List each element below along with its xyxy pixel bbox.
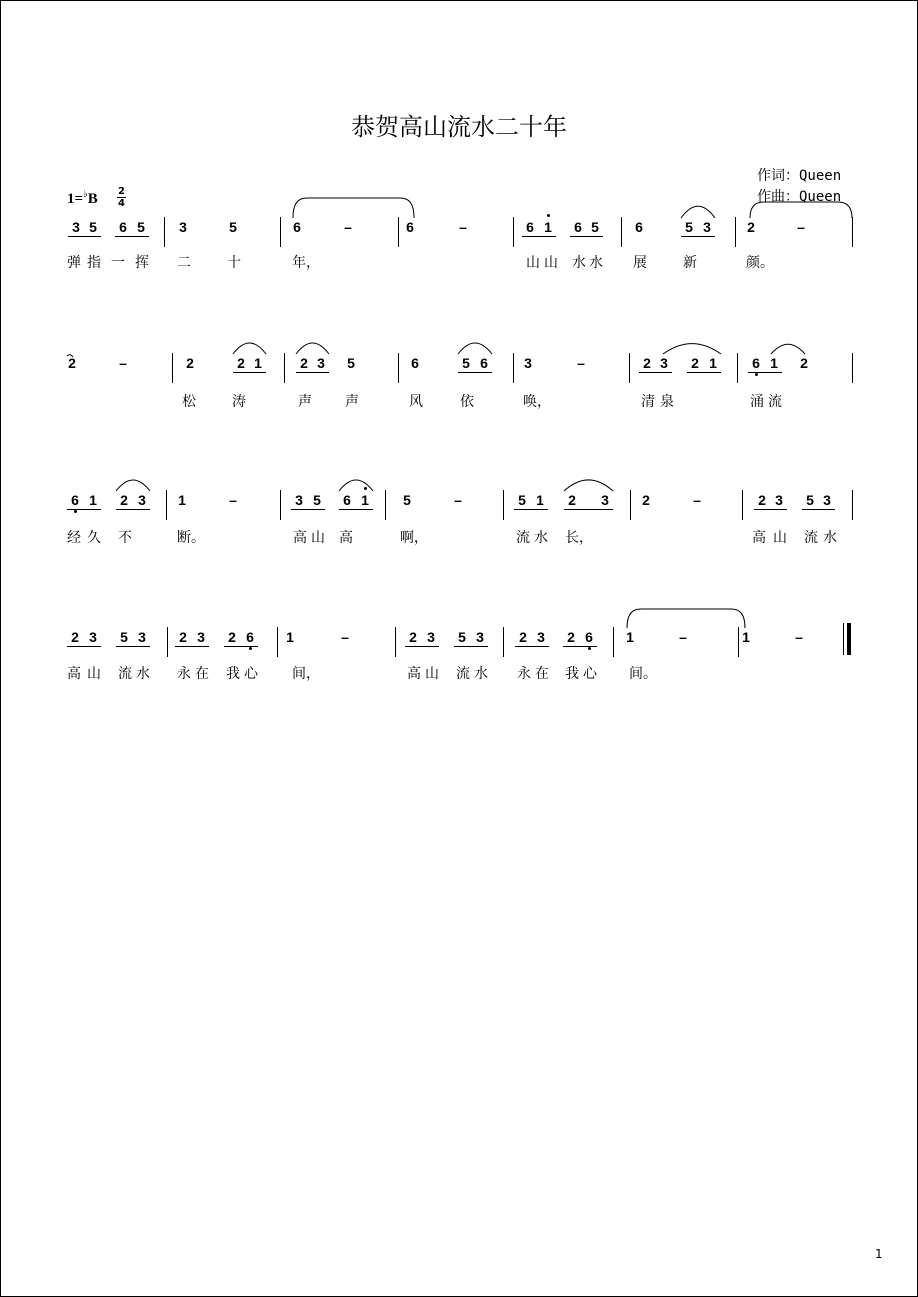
note: 5: [403, 492, 411, 508]
note: 2: [643, 355, 651, 371]
slur-arc: [293, 198, 414, 218]
note: 2: [237, 355, 245, 371]
note: 2: [800, 355, 808, 371]
lyric-syllable: 流: [118, 666, 132, 682]
slur-arc: [233, 343, 266, 354]
note: 2: [519, 629, 527, 645]
lyric-syllable: 在: [535, 666, 549, 682]
note: 5: [137, 219, 145, 235]
note: 3: [197, 629, 205, 645]
note: 2: [747, 219, 755, 235]
lyric-syllable: 山: [87, 666, 101, 682]
flat-icon: ♭: [83, 189, 88, 200]
composer-label: 作曲：: [757, 189, 799, 205]
note: 2: [409, 629, 417, 645]
note: 1: [626, 629, 634, 645]
lyric-syllable: 二: [177, 255, 191, 271]
note: 3: [524, 355, 532, 371]
note: 6: [71, 492, 79, 508]
note: 6: [343, 492, 351, 508]
note: 6: [480, 355, 488, 371]
lyric-syllable: 水: [136, 666, 150, 682]
note: –: [119, 355, 127, 371]
lyric-syllable: 水: [474, 666, 488, 682]
note: 2: [68, 355, 76, 371]
note: –: [577, 355, 585, 371]
note: 5: [685, 219, 693, 235]
note: 6: [411, 355, 419, 371]
lyric-syllable: 新: [683, 255, 697, 271]
lyric-syllable: 水: [534, 530, 548, 546]
slur-arc: [771, 344, 805, 354]
note: 3: [138, 629, 146, 645]
note: –: [459, 219, 467, 235]
lyric-syllable: 水: [589, 255, 603, 271]
lyric-syllable: 山: [544, 255, 558, 271]
note: –: [341, 629, 349, 645]
lyric-syllable: 久: [87, 530, 101, 546]
page-number: 1: [875, 1247, 883, 1261]
lyric-syllable: 一: [111, 255, 125, 271]
lyric-syllable: 高: [752, 530, 766, 546]
note: 2: [71, 629, 79, 645]
note: 3: [317, 355, 325, 371]
composer-name: Queen: [799, 189, 842, 205]
lyric-syllable: 流: [516, 530, 530, 546]
lyric-syllable: 心: [583, 666, 597, 682]
note: 5: [89, 219, 97, 235]
note: –: [693, 492, 701, 508]
note: 6: [293, 219, 301, 235]
lyric-syllable: 流: [456, 666, 470, 682]
note: 1: [178, 492, 186, 508]
lyric-syllable: 涌: [750, 394, 764, 410]
note: 2: [567, 629, 575, 645]
lyric-syllable: 山: [526, 255, 540, 271]
note: 3: [138, 492, 146, 508]
note: –: [454, 492, 462, 508]
slur-arc: [627, 609, 745, 628]
note: 3: [660, 355, 668, 371]
note: 2: [120, 492, 128, 508]
note: 1: [286, 629, 294, 645]
slur-arc: [750, 202, 852, 218]
lyric-syllable: 断。: [177, 530, 205, 546]
note: –: [229, 492, 237, 508]
lyric-syllable: 我: [565, 666, 579, 682]
note: 1: [742, 629, 750, 645]
lyric-syllable: 水: [572, 255, 586, 271]
note: 2: [300, 355, 308, 371]
note: 5: [518, 492, 526, 508]
time-top: 2: [118, 186, 125, 197]
lyric-syllable: 在: [195, 666, 209, 682]
lyric-syllable: 经: [67, 530, 81, 546]
note: 1: [709, 355, 717, 371]
lyric-syllable: 山: [311, 530, 325, 546]
slur-arc: [339, 480, 373, 491]
note: 5: [462, 355, 470, 371]
note: 3: [179, 219, 187, 235]
note: 1: [254, 355, 262, 371]
note: 1: [536, 492, 544, 508]
lyric-syllable: 流: [768, 394, 782, 410]
lyric-syllable: 永: [517, 666, 531, 682]
note: 3: [427, 629, 435, 645]
note: 5: [591, 219, 599, 235]
note: 6: [585, 629, 593, 645]
lyric-syllable: 高: [293, 530, 307, 546]
note: 5: [313, 492, 321, 508]
note: 3: [823, 492, 831, 508]
note: 5: [347, 355, 355, 371]
lyric-syllable: 泉: [660, 394, 674, 410]
lyric-syllable: 啊，: [400, 530, 428, 546]
lyric-syllable: 长，: [565, 530, 593, 546]
note: 3: [703, 219, 711, 235]
note: 2: [691, 355, 699, 371]
lyric-syllable: 挥: [135, 255, 149, 271]
key-prefix: 1=: [67, 191, 84, 207]
note: 5: [229, 219, 237, 235]
note: 3: [601, 492, 609, 508]
note: –: [344, 219, 352, 235]
lyric-syllable: 依: [460, 394, 474, 410]
lyric-syllable: 清: [641, 394, 655, 410]
slur-arc: [663, 344, 721, 354]
lyric-syllable: 永: [177, 666, 191, 682]
note: 6: [406, 219, 414, 235]
lyric-syllable: 山: [425, 666, 439, 682]
note: –: [797, 219, 805, 235]
note: 6: [526, 219, 534, 235]
lyric-syllable: 水: [823, 530, 837, 546]
lyric-syllable: 高: [407, 666, 421, 682]
slur-arc: [564, 480, 613, 491]
note: 3: [537, 629, 545, 645]
note: 3: [295, 492, 303, 508]
lyric-syllable: 声: [298, 394, 312, 410]
lyric-syllable: 涛: [232, 394, 246, 410]
lyric-syllable: 指: [87, 255, 101, 271]
note: –: [795, 629, 803, 645]
lyric-syllable: 高: [339, 530, 353, 546]
lyric-syllable: 弹: [67, 255, 81, 271]
slur-arc: [116, 480, 150, 491]
lyric-syllable: 高: [67, 666, 81, 682]
time-bottom: 4: [118, 198, 125, 209]
lyric-syllable: 声: [345, 394, 359, 410]
note: –: [679, 629, 687, 645]
note: 6: [635, 219, 643, 235]
note: 6: [246, 629, 254, 645]
lyric-syllable: 不: [118, 530, 132, 546]
note: 3: [476, 629, 484, 645]
note: 6: [752, 355, 760, 371]
lyric-syllable: 展: [633, 255, 647, 271]
lyric-syllable: 山: [773, 530, 787, 546]
note: 3: [89, 629, 97, 645]
slur-arc: [296, 343, 329, 354]
note: 2: [758, 492, 766, 508]
note: 6: [574, 219, 582, 235]
lyric-syllable: 颜。: [746, 255, 774, 271]
note: 1: [544, 219, 552, 235]
lyric-syllable: 唤，: [523, 394, 551, 410]
note: 3: [775, 492, 783, 508]
lyric-syllable: 十: [227, 255, 241, 271]
slur-arc: [681, 206, 715, 218]
slur-arc: [458, 343, 492, 354]
note: 2: [186, 355, 194, 371]
note: 2: [179, 629, 187, 645]
tie-continuation: [67, 355, 73, 357]
note: 5: [806, 492, 814, 508]
lyricist-label: 作词：: [757, 168, 799, 184]
lyric-syllable: 间。: [629, 666, 657, 682]
note: 2: [642, 492, 650, 508]
lyric-syllable: 我: [226, 666, 240, 682]
lyric-syllable: 松: [182, 394, 196, 410]
lyricist-name: Queen: [799, 168, 842, 184]
key-note: B: [87, 191, 98, 207]
note: 2: [568, 492, 576, 508]
slur-layer: [1, 1, 917, 1296]
lyric-syllable: 流: [804, 530, 818, 546]
lyric-syllable: 风: [409, 394, 423, 410]
note: 1: [770, 355, 778, 371]
note: 1: [89, 492, 97, 508]
song-title: 恭贺高山流水二十年: [351, 113, 567, 141]
note: 5: [458, 629, 466, 645]
lyric-syllable: 间，: [292, 666, 320, 682]
lyric-syllable: 心: [244, 666, 258, 682]
lyric-syllable: 年，: [292, 255, 320, 271]
note: 2: [228, 629, 236, 645]
note: 5: [120, 629, 128, 645]
note: 3: [72, 219, 80, 235]
note: 1: [361, 492, 369, 508]
note: 6: [119, 219, 127, 235]
